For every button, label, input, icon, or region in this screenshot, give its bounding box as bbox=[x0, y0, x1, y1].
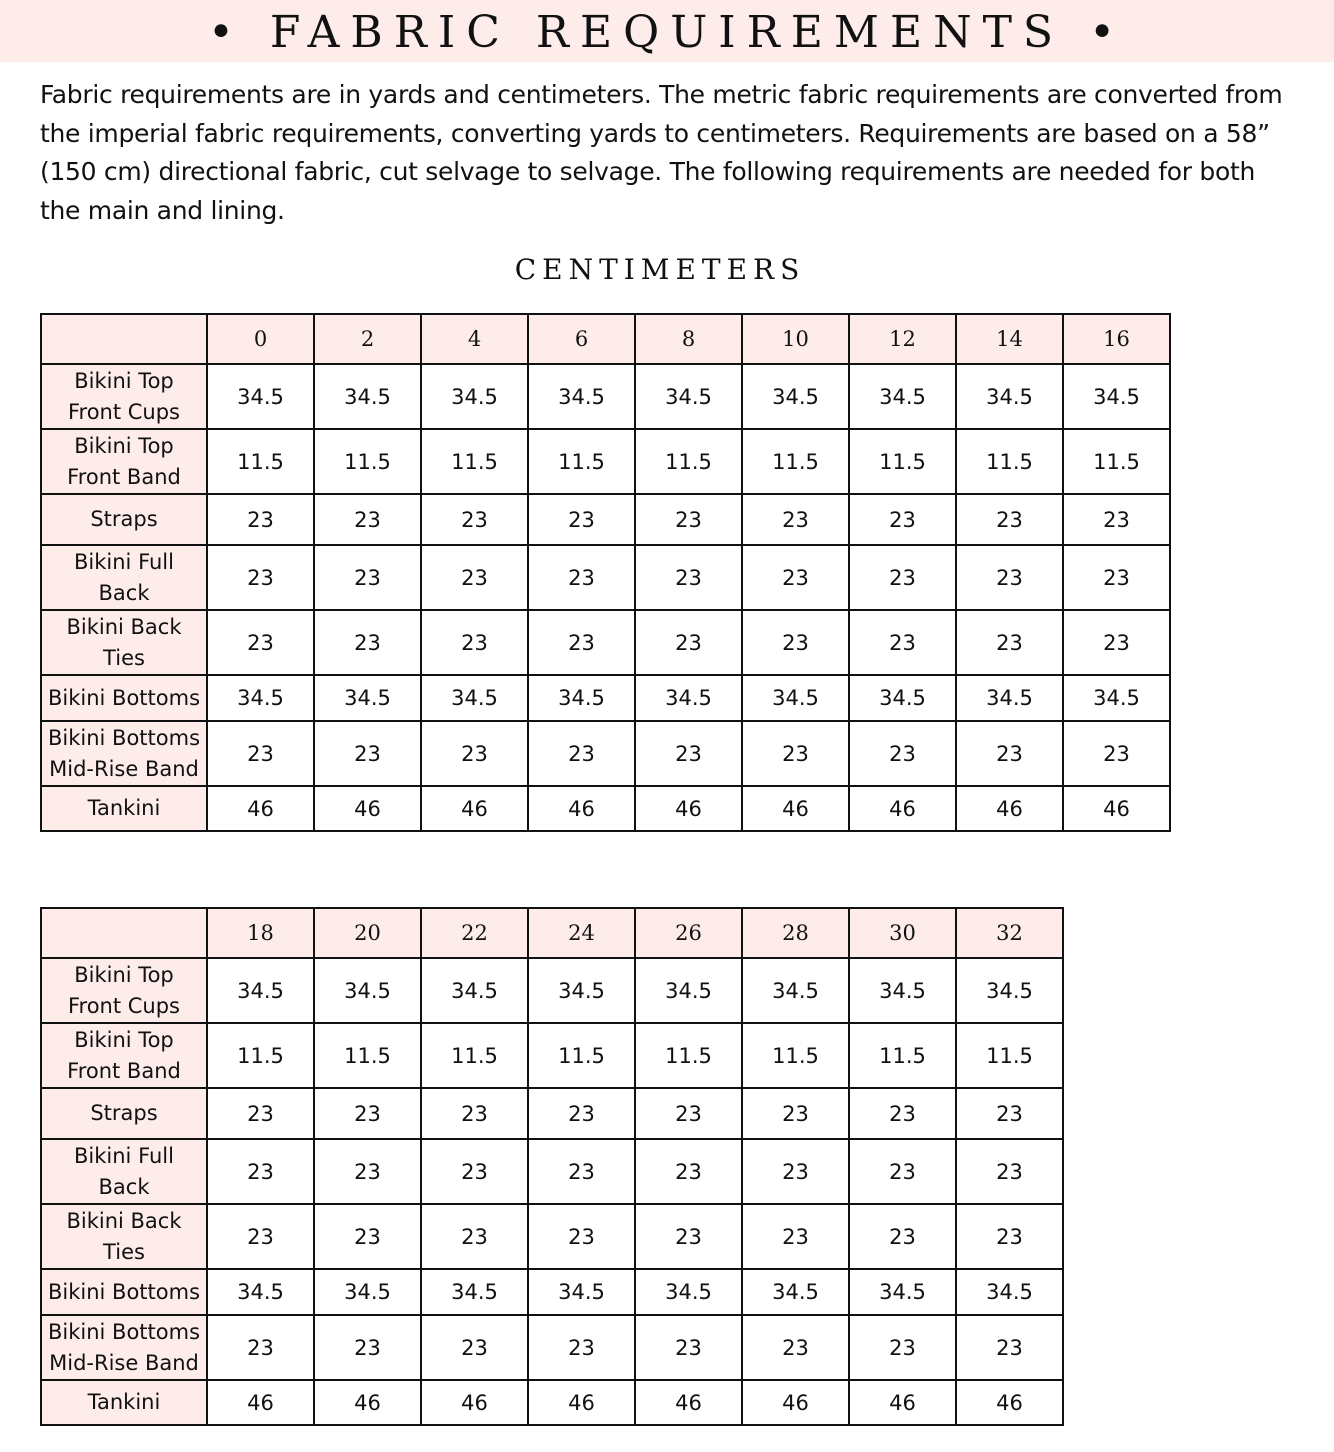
row-label: Tankini bbox=[41, 786, 207, 831]
value-cell: 46 bbox=[528, 786, 635, 831]
table-row bbox=[41, 610, 1170, 675]
row-label: Bikini Full Back bbox=[41, 1139, 207, 1204]
value-cell: 11.5 bbox=[635, 1023, 742, 1088]
value-cell: 23 bbox=[849, 1204, 956, 1269]
value-cell: 23 bbox=[207, 545, 314, 610]
value-cell: 23 bbox=[849, 1315, 956, 1380]
value-cell: 23 bbox=[956, 494, 1063, 545]
value-cell: 11.5 bbox=[635, 429, 742, 494]
value-cell: 23 bbox=[956, 1139, 1063, 1204]
value-cell: 23 bbox=[956, 545, 1063, 610]
value-cell: 11.5 bbox=[742, 429, 849, 494]
value-cell: 11.5 bbox=[849, 429, 956, 494]
value-cell: 23 bbox=[1063, 610, 1170, 675]
value-cell: 23 bbox=[528, 1139, 635, 1204]
value-cell: 34.5 bbox=[635, 958, 742, 1023]
value-cell: 23 bbox=[314, 721, 421, 786]
value-cell: 23 bbox=[635, 1139, 742, 1204]
value-cell: 23 bbox=[421, 1088, 528, 1139]
value-cell: 11.5 bbox=[956, 1023, 1063, 1088]
value-cell: 34.5 bbox=[528, 958, 635, 1023]
value-cell: 23 bbox=[207, 1139, 314, 1204]
size-header: 6 bbox=[528, 314, 635, 364]
value-cell: 11.5 bbox=[528, 1023, 635, 1088]
intro-paragraph: Fabric requirements are in yards and centimeters. The metric fabric requirements are converted from the imperial fabric requirements, converting yards to centimeters. Requirements are based on a 58” (150 cm) directional fabric, cut selvage to selvage. The following requirements are needed for both the main and lining. bbox=[40, 80, 1283, 225]
size-header: 24 bbox=[528, 908, 635, 958]
table-header-row bbox=[41, 314, 1170, 364]
value-cell: 23 bbox=[742, 1088, 849, 1139]
value-cell: 23 bbox=[635, 545, 742, 610]
value-cell: 34.5 bbox=[421, 1269, 528, 1315]
row-label: Bikini Top Front Band bbox=[41, 429, 207, 494]
value-cell: 34.5 bbox=[1063, 675, 1170, 721]
value-cell: 46 bbox=[635, 786, 742, 831]
value-cell: 34.5 bbox=[635, 1269, 742, 1315]
value-cell: 46 bbox=[314, 1380, 421, 1425]
value-cell: 34.5 bbox=[528, 1269, 635, 1315]
size-header: 20 bbox=[314, 908, 421, 958]
value-cell: 23 bbox=[421, 494, 528, 545]
row-label: Bikini Full Back bbox=[41, 545, 207, 610]
value-cell: 23 bbox=[849, 610, 956, 675]
row-label: Straps bbox=[41, 1088, 207, 1139]
value-cell: 46 bbox=[635, 1380, 742, 1425]
value-cell: 23 bbox=[528, 1315, 635, 1380]
size-header: 8 bbox=[635, 314, 742, 364]
value-cell: 11.5 bbox=[421, 429, 528, 494]
table-row bbox=[41, 1315, 1063, 1380]
value-cell: 23 bbox=[421, 721, 528, 786]
table-row bbox=[41, 494, 1170, 545]
value-cell: 23 bbox=[314, 610, 421, 675]
value-cell: 23 bbox=[528, 1204, 635, 1269]
value-cell: 34.5 bbox=[207, 1269, 314, 1315]
value-cell: 23 bbox=[742, 1204, 849, 1269]
value-cell: 23 bbox=[421, 545, 528, 610]
table-row bbox=[41, 786, 1170, 831]
table-row bbox=[41, 364, 1170, 429]
value-cell: 34.5 bbox=[635, 675, 742, 721]
row-label: Bikini Top Front Cups bbox=[41, 364, 207, 429]
value-cell: 11.5 bbox=[314, 429, 421, 494]
value-cell: 11.5 bbox=[742, 1023, 849, 1088]
value-cell: 11.5 bbox=[849, 1023, 956, 1088]
value-cell: 11.5 bbox=[207, 429, 314, 494]
size-header: 26 bbox=[635, 908, 742, 958]
value-cell: 11.5 bbox=[1063, 429, 1170, 494]
value-cell: 23 bbox=[635, 610, 742, 675]
value-cell: 23 bbox=[1063, 494, 1170, 545]
value-cell: 34.5 bbox=[207, 675, 314, 721]
value-cell: 34.5 bbox=[742, 1269, 849, 1315]
value-cell: 46 bbox=[956, 1380, 1063, 1425]
table-row bbox=[41, 1269, 1063, 1315]
value-cell: 23 bbox=[528, 545, 635, 610]
value-cell: 23 bbox=[314, 545, 421, 610]
value-cell: 34.5 bbox=[849, 958, 956, 1023]
value-cell: 23 bbox=[956, 1315, 1063, 1380]
size-header: 0 bbox=[207, 314, 314, 364]
value-cell: 34.5 bbox=[742, 675, 849, 721]
value-cell: 46 bbox=[528, 1380, 635, 1425]
value-cell: 34.5 bbox=[207, 958, 314, 1023]
value-cell: 23 bbox=[528, 494, 635, 545]
row-label: Bikini Top Front Band bbox=[41, 1023, 207, 1088]
value-cell: 34.5 bbox=[421, 958, 528, 1023]
value-cell: 46 bbox=[849, 786, 956, 831]
value-cell: 23 bbox=[956, 721, 1063, 786]
value-cell: 23 bbox=[1063, 545, 1170, 610]
table-row bbox=[41, 1204, 1063, 1269]
value-cell: 23 bbox=[421, 1139, 528, 1204]
value-cell: 23 bbox=[635, 721, 742, 786]
value-cell: 11.5 bbox=[956, 429, 1063, 494]
value-cell: 23 bbox=[314, 1139, 421, 1204]
value-cell: 46 bbox=[956, 786, 1063, 831]
row-label: Bikini Back Ties bbox=[41, 610, 207, 675]
value-cell: 23 bbox=[207, 494, 314, 545]
value-cell: 34.5 bbox=[314, 1269, 421, 1315]
row-label: Tankini bbox=[41, 1380, 207, 1425]
value-cell: 46 bbox=[849, 1380, 956, 1425]
value-cell: 34.5 bbox=[742, 364, 849, 429]
value-cell: 34.5 bbox=[528, 364, 635, 429]
value-cell: 34.5 bbox=[956, 364, 1063, 429]
size-header: 22 bbox=[421, 908, 528, 958]
value-cell: 23 bbox=[528, 1088, 635, 1139]
size-header: 4 bbox=[421, 314, 528, 364]
row-label: Straps bbox=[41, 494, 207, 545]
value-cell: 46 bbox=[207, 1380, 314, 1425]
value-cell: 46 bbox=[742, 786, 849, 831]
value-cell: 34.5 bbox=[314, 958, 421, 1023]
value-cell: 23 bbox=[207, 1088, 314, 1139]
page-title: • FABRIC REQUIREMENTS • bbox=[207, 7, 1127, 58]
size-header: 28 bbox=[742, 908, 849, 958]
value-cell: 23 bbox=[528, 610, 635, 675]
value-cell: 23 bbox=[635, 1315, 742, 1380]
row-label: Bikini Back Ties bbox=[41, 1204, 207, 1269]
value-cell: 23 bbox=[1063, 721, 1170, 786]
table-header-row bbox=[41, 908, 1063, 958]
value-cell: 23 bbox=[314, 1088, 421, 1139]
table-row bbox=[41, 958, 1063, 1023]
row-label: Bikini Bottoms Mid-Rise Band bbox=[41, 721, 207, 786]
value-cell: 23 bbox=[207, 1204, 314, 1269]
units-heading: CENTIMETERS bbox=[514, 253, 806, 286]
value-cell: 46 bbox=[742, 1380, 849, 1425]
value-cell: 34.5 bbox=[849, 1269, 956, 1315]
value-cell: 23 bbox=[742, 721, 849, 786]
value-cell: 23 bbox=[849, 545, 956, 610]
value-cell: 34.5 bbox=[849, 364, 956, 429]
value-cell: 46 bbox=[314, 786, 421, 831]
value-cell: 23 bbox=[421, 1204, 528, 1269]
value-cell: 34.5 bbox=[314, 364, 421, 429]
table-row bbox=[41, 721, 1170, 786]
row-label: Bikini Bottoms bbox=[41, 1269, 207, 1315]
size-header: 16 bbox=[1063, 314, 1170, 364]
value-cell: 46 bbox=[421, 786, 528, 831]
table-row bbox=[41, 1380, 1063, 1425]
value-cell: 23 bbox=[849, 1088, 956, 1139]
size-header: 32 bbox=[956, 908, 1063, 958]
value-cell: 11.5 bbox=[528, 429, 635, 494]
requirements-table-sizes-0-16 bbox=[40, 313, 1171, 832]
value-cell: 34.5 bbox=[207, 364, 314, 429]
table-row bbox=[41, 545, 1170, 610]
value-cell: 34.5 bbox=[956, 958, 1063, 1023]
row-label: Bikini Bottoms bbox=[41, 675, 207, 721]
value-cell: 23 bbox=[635, 494, 742, 545]
value-cell: 11.5 bbox=[421, 1023, 528, 1088]
value-cell: 34.5 bbox=[528, 675, 635, 721]
value-cell: 23 bbox=[421, 610, 528, 675]
corner-cell bbox=[41, 314, 207, 364]
value-cell: 23 bbox=[314, 1204, 421, 1269]
value-cell: 23 bbox=[849, 721, 956, 786]
value-cell: 23 bbox=[849, 494, 956, 545]
value-cell: 23 bbox=[742, 1315, 849, 1380]
size-header: 2 bbox=[314, 314, 421, 364]
value-cell: 23 bbox=[742, 494, 849, 545]
value-cell: 34.5 bbox=[849, 675, 956, 721]
size-header: 12 bbox=[849, 314, 956, 364]
corner-cell bbox=[41, 908, 207, 958]
value-cell: 23 bbox=[742, 1139, 849, 1204]
value-cell: 23 bbox=[421, 1315, 528, 1380]
table-row bbox=[41, 1139, 1063, 1204]
value-cell: 11.5 bbox=[207, 1023, 314, 1088]
requirements-table-sizes-18-32 bbox=[40, 907, 1064, 1426]
value-cell: 23 bbox=[742, 610, 849, 675]
table-row bbox=[41, 675, 1170, 721]
table-row bbox=[41, 429, 1170, 494]
value-cell: 23 bbox=[956, 1088, 1063, 1139]
value-cell: 23 bbox=[314, 494, 421, 545]
value-cell: 23 bbox=[207, 721, 314, 786]
value-cell: 23 bbox=[849, 1139, 956, 1204]
value-cell: 23 bbox=[207, 610, 314, 675]
size-header: 30 bbox=[849, 908, 956, 958]
value-cell: 23 bbox=[742, 545, 849, 610]
value-cell: 34.5 bbox=[421, 364, 528, 429]
value-cell: 46 bbox=[207, 786, 314, 831]
value-cell: 34.5 bbox=[314, 675, 421, 721]
size-header: 10 bbox=[742, 314, 849, 364]
value-cell: 11.5 bbox=[314, 1023, 421, 1088]
value-cell: 34.5 bbox=[956, 1269, 1063, 1315]
value-cell: 34.5 bbox=[421, 675, 528, 721]
value-cell: 46 bbox=[421, 1380, 528, 1425]
value-cell: 34.5 bbox=[635, 364, 742, 429]
table-row bbox=[41, 1023, 1063, 1088]
size-header: 14 bbox=[956, 314, 1063, 364]
value-cell: 23 bbox=[956, 610, 1063, 675]
value-cell: 23 bbox=[207, 1315, 314, 1380]
value-cell: 23 bbox=[956, 1204, 1063, 1269]
value-cell: 23 bbox=[528, 721, 635, 786]
row-label: Bikini Top Front Cups bbox=[41, 958, 207, 1023]
value-cell: 46 bbox=[1063, 786, 1170, 831]
value-cell: 23 bbox=[635, 1204, 742, 1269]
value-cell: 34.5 bbox=[742, 958, 849, 1023]
value-cell: 34.5 bbox=[956, 675, 1063, 721]
table-row bbox=[41, 1088, 1063, 1139]
value-cell: 34.5 bbox=[1063, 364, 1170, 429]
value-cell: 23 bbox=[314, 1315, 421, 1380]
row-label: Bikini Bottoms Mid-Rise Band bbox=[41, 1315, 207, 1380]
size-header: 18 bbox=[207, 908, 314, 958]
value-cell: 23 bbox=[635, 1088, 742, 1139]
